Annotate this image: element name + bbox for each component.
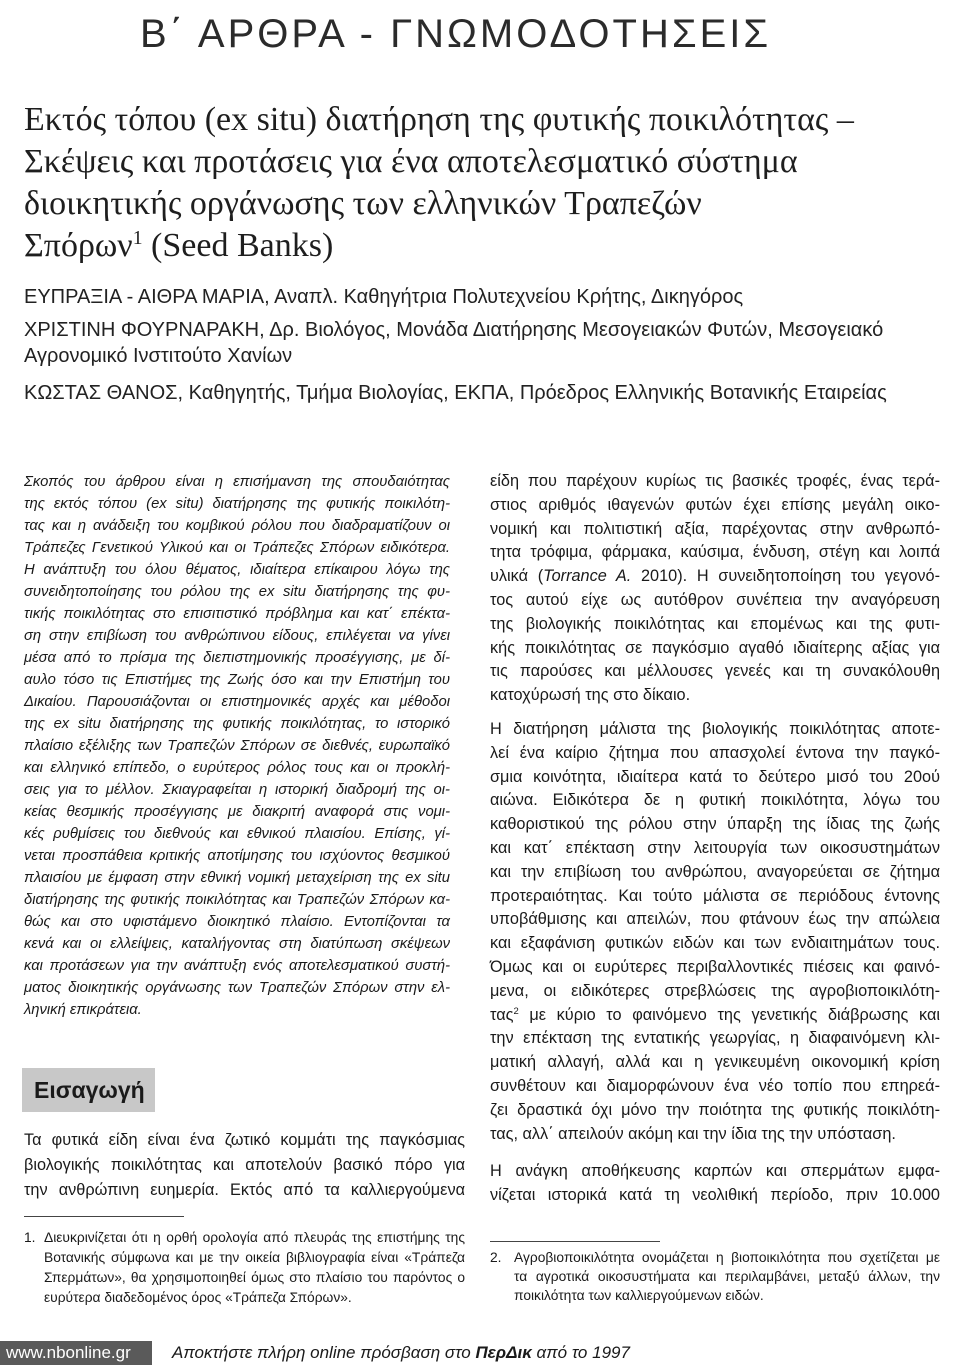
abstract-line: κείας θεσμικής προσέγγισης με διακριτή αναφορά στις νομι- (24, 804, 450, 820)
footnote-ref: 2 (513, 1005, 519, 1017)
abstract-line: σεις για το μέλλον. Σκιαγραφείται η ιστορική διαδρομή της οι- (24, 782, 450, 798)
abstract-line: πλαίσιο εξέλιξης των Τραπεζών Σπόρων σε διεθνές, ευρωπαϊκό (24, 738, 450, 754)
introduction-text (24, 1128, 465, 1203)
abstract-line: Σκοπός του άρθρου είναι η επισήμανση της σπουδαιότητας (24, 474, 450, 490)
abstract-line: διατήρησης της φυτικής ποικιλότητας και Τραπεζών Σπόρων κα- (24, 892, 450, 908)
title-line (24, 225, 854, 267)
author-line: Αγρονομικό Ινστιτούτο Χανίων (24, 345, 293, 367)
right-column-line: της βιολογικής ποικιλότητας και επομένως και της φυτι- (490, 614, 940, 633)
abstract-line: και προτάσεων για την ανάπτυξη ενός αποτελεσματικού συστή- (24, 958, 450, 974)
author-3 (24, 380, 887, 406)
right-column-line: σμια κοινότητα, ιδιαίτερα κατά το δεύτερο μισό του 20ού (490, 767, 940, 786)
right-column-line: Όμως και οι ευρύτερες περιβαλλοντικές πιέσεις και φαινό- (490, 957, 940, 976)
introduction-heading-box (22, 1068, 155, 1112)
abstract-line: νεται προσπάθεια κριτικής αποτίμησης του ισχύοντος θεσμικού (24, 848, 450, 864)
right-column-line: μενα, οι ειδικότερες στρεβλώσεις της αγροβιοποικιλότη- (490, 981, 940, 1000)
line-text: με κύριο το φαινόμενο της γενετικής διάβρωσης και (518, 1005, 940, 1024)
footnote-1 (24, 1228, 465, 1308)
title-line: Εκτός τόπου (ex situ) διατήρηση της φυτικής ποικιλότητας – (24, 101, 854, 138)
right-column-paragraph-3 (490, 1160, 940, 1208)
abstract-line: θώς και στο υφιστάμενο διοικητικό πλαίσιο. Εντοπίζονται τα (24, 914, 450, 930)
footnote-separator (490, 1241, 660, 1242)
right-column-line: τας, αλλ΄ απειλούν ακόμη και την ίδια της την υπόσταση. (490, 1124, 896, 1143)
footer-brand: ΠερΔικ (475, 1343, 532, 1362)
right-column-line: τις παρούσες και μέλλουσες γενεές και τη συνακόλουθη (490, 662, 940, 681)
right-column-line: στιος αριθμός ιθαγενών φυτών έχει επίσης μεγάλη οικο- (490, 495, 940, 514)
footer-promo-text: από το 1997 (531, 1343, 630, 1362)
author-line: ΕΥΠΡΑΞΙΑ - ΑΙΘΡΑ ΜΑΡΙΑ, Αναπλ. Καθηγήτρια Πολυτεχνείου Κρήτης, Δικηγόρος (24, 286, 744, 308)
footnote-line: Αγροβιοποικιλότητα ονομάζεται η βιοποικιλότητα που σχετίζεται με (514, 1250, 940, 1265)
abstract-line: μέσα από το πρίσμα της διεπιστημονικής προσέγγισης, με δί- (24, 650, 450, 666)
footnote-line: Διευκρινίζεται ότι η ορθή ορολογία από πλευράς της επιστήμης της (44, 1230, 465, 1245)
introduction-heading: Εισαγωγή (34, 1077, 145, 1103)
title-line: Σκέψεις και προτάσεις για ένα αποτελεσματικό σύστημα (24, 143, 798, 180)
right-column-line: και εξαφάνιση φυτικών ειδών και των ενδιαιτημάτων τους. (490, 934, 940, 953)
right-column-line: νίζεται ιστορικά κατά τη νεολιθική περίοδο, πριν 10.000 (490, 1185, 940, 1204)
right-column-line: ζει δραστικά όχι μόνο την ποιότητα της φυτικής ποικιλότη- (490, 1100, 940, 1119)
footer-promo-text: Αποκτήστε πλήρη online πρόσβαση στο (172, 1343, 476, 1362)
footnote-number: 1. (24, 1230, 36, 1245)
author-1 (24, 284, 743, 310)
abstract-line: συνειδητοποίησης του ρόλου της ex situ διατήρησης της φυ- (24, 584, 450, 600)
right-column-line: κατοχύρωσή της στο δίκαιο. (490, 686, 691, 705)
abstract-line: Δικαίου. Παρουσιάζονται οι επιστημονικές αρχές και μέθοδοι (24, 694, 450, 710)
right-column-line: καθοριστικού της ρόλου στην ύπαρξη της ίδιας της ζωής (490, 815, 940, 834)
abstract-line: κές ρυθμίσεις του διεθνούς και εθνικού πλαισίου. Επίσης, γί- (24, 826, 450, 842)
line-text: τας (490, 1005, 514, 1024)
website-url: www.nbonline.gr (6, 1343, 131, 1362)
right-column-line: και την επιβίωση του ανθρώπου, αναγορεύεται σε ζήτημα (490, 862, 940, 881)
right-column-line (490, 1004, 940, 1028)
footnote-line: ποικιλότητα των καλλιεργούμενων ειδών. (514, 1288, 764, 1303)
right-column-line: συνθέτουν και διαμορφώνουν ένα νέο τοπίο που επηρεά- (490, 1076, 940, 1095)
abstract-line: ση στην επιβίωση του ανθρώπινου είδους, επιλέγεται να γίνει (24, 628, 450, 644)
introduction-line: βιολογικής ποικιλότητας και αποτελούν βασικό πόρο για (24, 1156, 465, 1174)
right-column-line: λεί ένα καίριο ζήτημα που απασχολεί έντονα την παγκό- (490, 743, 940, 762)
footnote-ref: 1 (132, 226, 143, 249)
footer-promo (172, 1341, 630, 1365)
right-column-line: Η διατήρηση μάλιστα της βιολογικής ποικιλότητας αποτε- (490, 720, 940, 738)
abstract-line: πλαισίου με έμφαση στην εθνική νομική μεταχείριση της ex situ (24, 870, 450, 886)
abstract-line: κενά και οι ελλείψεις, καταλήγοντας στη διατύπωση σκέψεων (24, 936, 450, 952)
footnote-body (24, 1228, 465, 1308)
introduction-line: Τα φυτικά είδη είναι ένα ζωτικό κομμάτι της παγκόσμιας (24, 1131, 465, 1149)
footnote-body (490, 1248, 940, 1305)
right-column-line: είδη που παρέχουν κυρίως τις βασικές τροφές, ένας τερά- (490, 472, 940, 490)
right-column-line: αιώνα. Ειδικότερα δε η φυτική ποικιλότητα, λόγω του (490, 791, 940, 810)
citation: Torrance A. (543, 567, 632, 586)
right-column-line: Η ανάγκη αποθήκευσης καρπών και σπερμάτων εμφα- (490, 1162, 940, 1180)
line-text: 2010). Η συνειδητοποίηση του γεγονό- (631, 567, 940, 586)
right-column-line: τος αυτού είχε ως αυτόθρον συνέπεια την αναγόρευση (490, 590, 940, 609)
website-badge (0, 1341, 152, 1365)
right-column-paragraph-2 (490, 718, 940, 1146)
footnote-line: ευρύτερα διαδεδομένος όρος «Τράπεζα Σπόρων». (44, 1290, 352, 1305)
right-column-line: τητα τρόφιμα, φάρμακα, καύσιμα, ένδυση, στέγη και λοιπά (490, 543, 940, 562)
author-line: ΧΡΙΣΤΙΝΗ ΦΟΥΡΝΑΡΑΚΗ, Δρ. Βιολόγος, Μονάδα Διατήρησης Μεσογειακών Φυτών, Μεσογειακό (24, 319, 884, 341)
author-line: ΚΩΣΤΑΣ ΘΑΝΟΣ, Καθηγητής, Τμήμα Βιολογίας, ΕΚΠΑ, Πρόεδρος Ελληνικής Βοτανικής Εταιρείας (24, 382, 887, 404)
footnote-2 (490, 1248, 940, 1305)
abstract-line: Η ανάπτυξη του όλου θέματος, ιδιαίτερα επίκαιρου λόγω της (24, 562, 450, 578)
right-column-line: ματική αλλαγή, αλλά και η γενικευμένη οικονομική κρίση (490, 1053, 940, 1072)
abstract-line: ματος διοικητικής οργάνωσης των Τραπεζών Σπόρων στην ελ- (24, 980, 450, 996)
footnote-line: Βοτανικής σύμφωνα και με την οικεία βιβλιογραφία είναι «Τράπεζα (44, 1250, 465, 1265)
right-column-line: την επέκταση της εντατικής γεωργίας, η διαφαινόμενη κλι- (490, 1029, 940, 1048)
abstract-line: της εκτός τόπου (ex situ) διατήρησης της φυτικής ποικιλότη- (24, 496, 450, 512)
right-column-line: και κατ΄ επέκταση στην λειτουργία των οικοσυστημάτων (490, 838, 940, 857)
right-column-line: υποβάθμισης και απειλών, που φτάνουν έως την απώλεια (490, 910, 940, 929)
right-column-line: νομική και πολιτιστική αξία, παρέχοντας στην ανθρωπό- (490, 519, 940, 538)
right-column-line: προτεραιότητας. Και τούτο μάλιστα σε περιόδους έντονης (490, 886, 940, 905)
title-text: (Seed Banks) (142, 227, 334, 264)
footnote-number: 2. (490, 1250, 502, 1265)
article-title (24, 99, 854, 267)
abstract-line: τας και η ανάδειξη του κομβικού ρόλου που διαδραματίζουν οι (24, 518, 450, 534)
title-text: Σπόρων (24, 227, 133, 264)
abstract-line: Τράπεζες Γενετικού Υλικού και οι Τράπεζες Σπόρων ειδικότερα. (24, 540, 450, 556)
abstract-line: της ex situ διατήρησης της φυτικής ποικιλότητας, το ιστορικό (24, 716, 450, 732)
footnote-line: τα αγροτικά οικοσυστήματα και περιλαμβάνει, μεταξύ άλλων, την (514, 1269, 940, 1284)
abstract-line: ληνική επικράτεια. (24, 1002, 142, 1018)
footnote-line: Σπερμάτων», θα χρησιμοποιηθεί όμως στο πλαίσιο του παρόντος ο (44, 1270, 465, 1285)
section-title: Β΄ ΑΡΘΡΑ - ΓΝΩΜΟΔΟΤΗΣΕΙΣ (140, 12, 772, 56)
right-column-paragraph-1 (490, 470, 940, 708)
abstract-line: τικής ποικιλότητας στο επισιτιστικό πρόβλημα και κατ΄ επέκτα- (24, 606, 450, 622)
abstract-line: και ελληνικό επίπεδο, ο ευρύτερος ρόλος τους και οι προκλή- (24, 760, 450, 776)
title-line: διοικητικής οργάνωσης των ελληνικών Τραπεζών (24, 185, 702, 222)
introduction-line: την ανθρώπινη ευημερία. Εκτός από τα καλλιεργούμενα (24, 1181, 465, 1199)
right-column-line: κής ποικιλότητας σε παγκόσμιο αγαθό ιδιαίτερης αξίας για (490, 638, 940, 657)
line-text: υλικά ( (490, 567, 544, 586)
right-column-line (490, 565, 940, 589)
abstract-line: αυλο τόσο τις Επιστήμες της Ζωής όσο και την Επιστήμη του (24, 672, 450, 688)
footnote-separator (24, 1216, 184, 1217)
abstract (24, 471, 450, 1021)
author-2 (24, 317, 883, 369)
